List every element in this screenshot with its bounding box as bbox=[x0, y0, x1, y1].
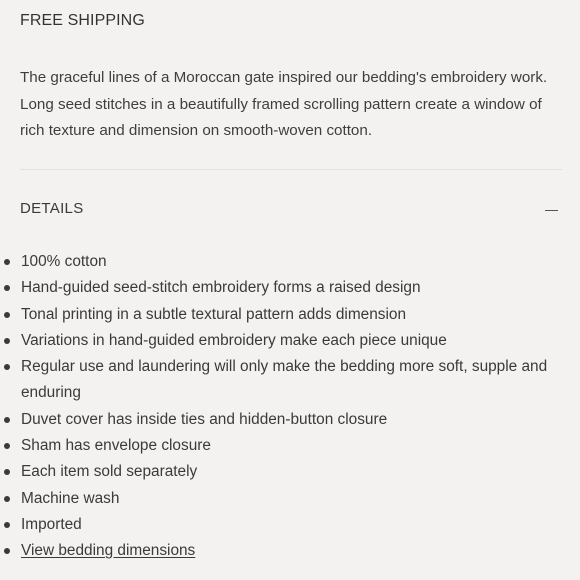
bullet-icon bbox=[4, 312, 10, 318]
list-item-text: 100% cotton bbox=[21, 253, 107, 270]
list-item-text: Regular use and laundering will only make the bedding more soft, supple and enduring bbox=[21, 358, 548, 402]
product-description: The graceful lines of a Moroccan gate inspired our bedding's embroidery work. Long seed stitches in a beautifully framed scrolling pattern create a window of rich texture and dimension on smooth-woven cotton. bbox=[20, 69, 548, 139]
bullet-icon bbox=[4, 259, 10, 265]
list-item bbox=[0, 538, 570, 564]
bullet-icon bbox=[4, 496, 10, 502]
view-bedding-dimensions-link[interactable]: View bedding dimensions bbox=[21, 542, 196, 560]
bullet-icon bbox=[4, 548, 10, 554]
section-divider bbox=[20, 169, 562, 170]
list-item bbox=[0, 249, 570, 275]
bullet-icon bbox=[4, 417, 10, 423]
bullet-icon bbox=[4, 364, 10, 370]
list-item bbox=[0, 328, 570, 354]
free-shipping-heading: FREE SHIPPING bbox=[20, 12, 145, 29]
list-item-text: Sham has envelope closure bbox=[21, 437, 211, 455]
list-item bbox=[0, 302, 570, 328]
list-item-text: Each item sold separately bbox=[21, 463, 198, 481]
list-item bbox=[0, 354, 570, 407]
minus-icon[interactable] bbox=[545, 210, 558, 211]
list-item bbox=[0, 275, 570, 301]
list-item-text: Duvet cover has inside ties and hidden-button closure bbox=[21, 410, 388, 428]
list-item bbox=[0, 407, 570, 433]
list-item-text: Tonal printing in a subtle textural pattern adds dimension bbox=[21, 305, 406, 323]
bullet-icon bbox=[4, 285, 10, 291]
bullet-icon bbox=[4, 338, 10, 344]
bullet-icon bbox=[4, 522, 10, 528]
list-item bbox=[0, 433, 570, 459]
list-item-text: Machine wash bbox=[21, 489, 120, 507]
list-item bbox=[0, 486, 570, 512]
bullet-icon bbox=[4, 443, 10, 449]
list-item-text: Hand-guided seed-stitch embroidery forms a raised design bbox=[21, 279, 421, 297]
details-heading: DETAILS bbox=[20, 200, 84, 217]
list-item bbox=[0, 459, 570, 485]
details-list bbox=[0, 249, 570, 565]
list-item bbox=[0, 512, 570, 538]
details-accordion-header[interactable] bbox=[0, 197, 580, 223]
bullet-icon bbox=[4, 469, 10, 475]
list-item-text: Imported bbox=[21, 515, 82, 533]
list-item-text: Variations in hand-guided embroidery make each piece unique bbox=[21, 331, 447, 349]
